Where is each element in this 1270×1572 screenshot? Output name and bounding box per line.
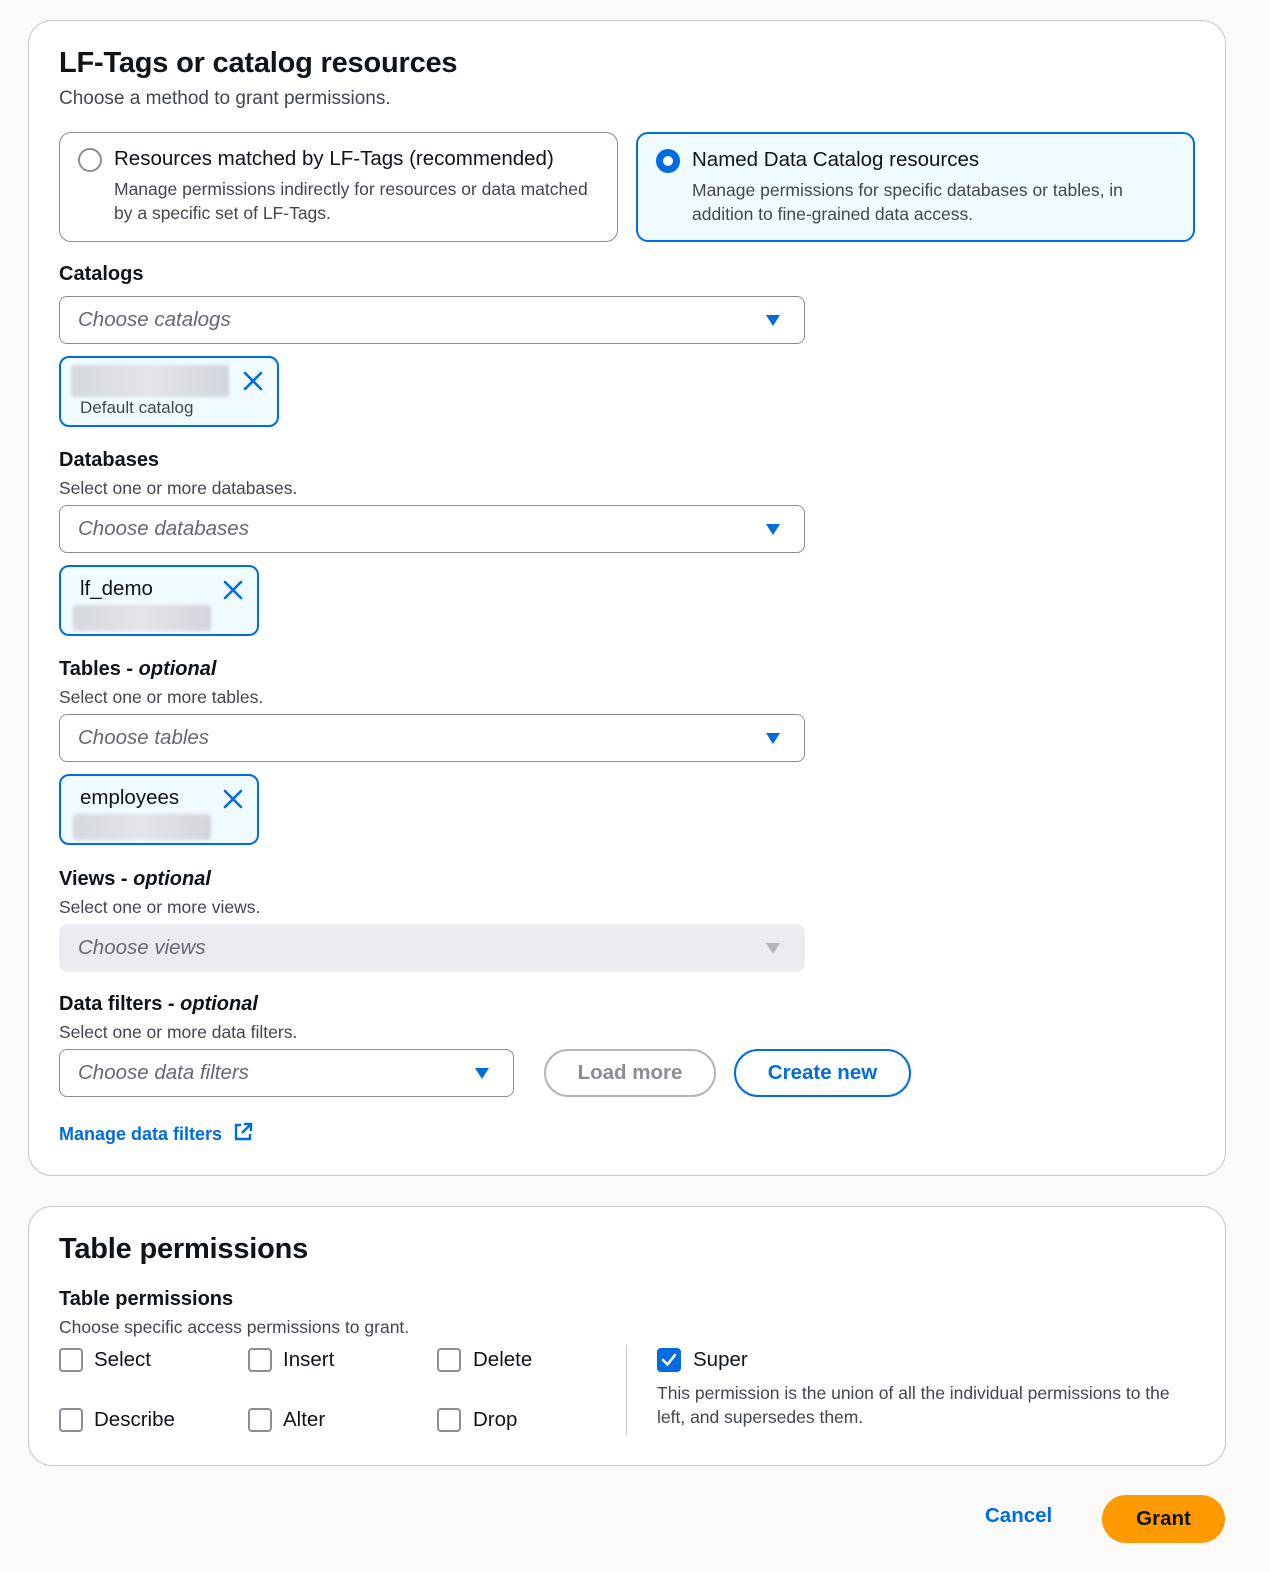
- checkbox-delete[interactable]: [437, 1348, 461, 1372]
- checkbox-select[interactable]: [59, 1348, 83, 1372]
- views-hint: Select one or more views.: [59, 897, 261, 917]
- close-icon[interactable]: [221, 787, 245, 811]
- checkbox-drop-label: Drop: [473, 1408, 518, 1431]
- checkbox-describe[interactable]: [59, 1408, 83, 1432]
- checkbox-alter[interactable]: [248, 1408, 272, 1432]
- table-permissions-label: Table permissions: [59, 1288, 234, 1310]
- caret-down-icon: [766, 943, 780, 954]
- method-tile-lf-tags[interactable]: [59, 132, 618, 242]
- checkbox-insert-label: Insert: [283, 1348, 335, 1371]
- catalogs-select[interactable]: [59, 296, 805, 344]
- manage-data-filters-label: Manage data filters: [59, 1124, 223, 1144]
- databases-label: Databases: [59, 449, 160, 471]
- redacted-table-id: [73, 814, 211, 840]
- catalogs-label: Catalogs: [59, 263, 144, 285]
- databases-hint: Select one or more databases.: [59, 478, 298, 498]
- load-more-button[interactable]: Load more: [544, 1049, 716, 1097]
- method-description: Manage permissions indirectly for resources or data matched by a specific set of LF-Tags.: [114, 179, 588, 223]
- method-description: Manage permissions for specific databases or tables, in addition to fine-grained data access.: [692, 180, 1123, 224]
- catalog-token-sub: Default catalog: [80, 398, 194, 417]
- tables-label: Tables - optional: [59, 658, 217, 680]
- close-icon[interactable]: [241, 369, 265, 393]
- radio-lf-tags[interactable]: [78, 148, 102, 172]
- tables-hint: Select one or more tables.: [59, 687, 264, 707]
- redacted-database-id: [73, 605, 211, 631]
- views-placeholder: Choose views: [78, 936, 206, 959]
- checkmark-icon: [659, 1350, 679, 1370]
- cancel-button[interactable]: Cancel: [985, 1504, 1053, 1527]
- caret-down-icon: [766, 524, 780, 535]
- table-permissions-panel: [28, 1206, 1226, 1466]
- views-select: [59, 924, 805, 972]
- method-title: Resources matched by LF-Tags (recommended): [114, 147, 554, 170]
- catalog-token: [59, 356, 279, 427]
- data-filters-select[interactable]: [59, 1049, 514, 1097]
- tables-placeholder: Choose tables: [78, 726, 210, 749]
- method-tile-named-resources[interactable]: [636, 132, 1195, 242]
- method-title: Named Data Catalog resources: [692, 148, 980, 171]
- checkbox-delete-label: Delete: [473, 1348, 533, 1371]
- table-token: [59, 774, 259, 845]
- external-link-icon: [233, 1122, 253, 1142]
- caret-down-icon: [766, 315, 780, 326]
- views-label: Views - optional: [59, 868, 211, 890]
- redacted-catalog-id: [71, 365, 229, 397]
- database-token-label: lf_demo: [80, 577, 153, 600]
- panel-title: Table permissions: [59, 1233, 309, 1265]
- grant-button[interactable]: Grant: [1102, 1495, 1225, 1543]
- checkbox-drop[interactable]: [437, 1408, 461, 1432]
- create-new-button[interactable]: Create new: [734, 1049, 911, 1097]
- table-permissions-hint: Choose specific access permissions to grant.: [59, 1317, 410, 1337]
- table-token-label: employees: [80, 786, 180, 809]
- manage-data-filters-link[interactable]: [59, 1120, 253, 1145]
- panel-description: Choose a method to grant permissions.: [59, 88, 391, 109]
- data-filters-hint: Select one or more data filters.: [59, 1022, 298, 1042]
- resources-panel: [28, 20, 1226, 1176]
- tables-select[interactable]: [59, 714, 805, 762]
- caret-down-icon: [766, 733, 780, 744]
- panel-title: LF-Tags or catalog resources: [59, 47, 458, 79]
- checkbox-describe-label: Describe: [94, 1408, 175, 1431]
- checkbox-alter-label: Alter: [283, 1408, 326, 1431]
- data-filters-label: Data filters - optional: [59, 993, 258, 1015]
- divider: [626, 1345, 627, 1435]
- checkbox-insert[interactable]: [248, 1348, 272, 1372]
- catalogs-placeholder: Choose catalogs: [78, 308, 231, 331]
- close-icon[interactable]: [221, 578, 245, 602]
- super-description: This permission is the union of all the individual permissions to the left, and supersedes them.: [657, 1383, 1170, 1427]
- checkbox-select-label: Select: [94, 1348, 151, 1371]
- checkbox-super-label: Super: [693, 1348, 748, 1371]
- databases-placeholder: Choose databases: [78, 517, 249, 540]
- data-filters-placeholder: Choose data filters: [78, 1061, 249, 1084]
- radio-named-resources[interactable]: [656, 149, 680, 173]
- database-token: [59, 565, 259, 636]
- databases-select[interactable]: [59, 505, 805, 553]
- caret-down-icon: [475, 1068, 489, 1079]
- checkbox-super[interactable]: [657, 1348, 681, 1372]
